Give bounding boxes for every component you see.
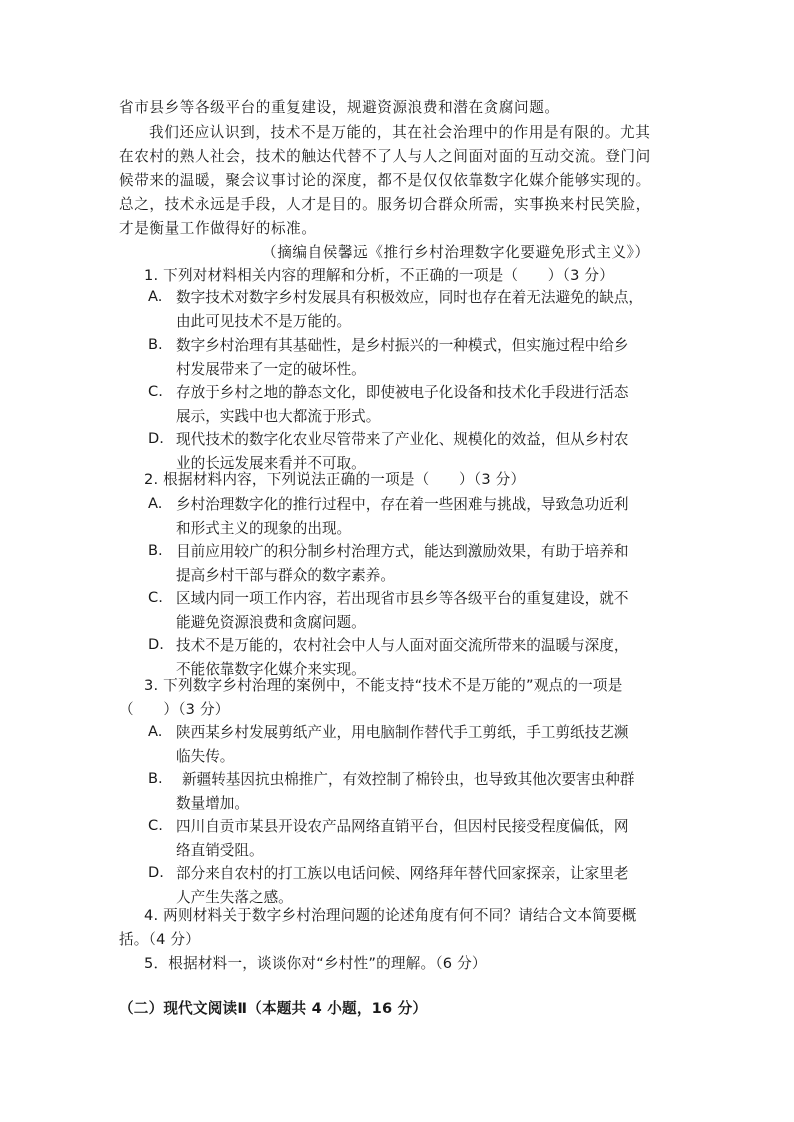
question-stem: （ ）（3 分） [119,701,230,718]
option-text: 存放于乡村之地的静态文化，即使被电子化设备和技术化手段进行活态 展示，实践中也大都流于形式。 [176,384,629,425]
question-stem: 1. 下列对材料相关内容的理解和分析，不正确的一项是（ ）（3 分） [144,267,615,284]
passage-line: 省市县乡等各级平台的重复建设，规避资源浪费和潜在贪腐问题。 [119,99,560,116]
passage-line: 我们还应认识到，技术不是万能的，其在社会治理中的作用是有限的。尤其 [149,124,651,141]
option-letter: C. [148,383,163,400]
option-text: 区域内同一项工作内容，若出现省市县乡等各级平台的重复建设，就不 能避免资源浪费和贪腐问题。 [176,590,629,631]
passage-line: 才是衡量工作做得好的标准。 [119,220,317,237]
option-text: 乡村治理数字化的推行过程中，存在着一些困难与挑战，导致急功近利 和形式主义的现象的出现。 [176,496,629,537]
option-text: 数字技术对数字乡村发展具有积极效应，同时也存在着无法避免的缺点， 由此可见技术不是万能的。 [176,289,644,330]
option-text: 目前应用较广的积分制乡村治理方式，能达到激励效果，有助于培养和 提高乡村干部与群众的数字素养。 [176,543,629,584]
passage-line: 候带来的温暖，聚会议事讨论的深度，都不是仅仅依靠数字化媒介能够实现的。 [119,172,651,189]
option-letter: C. [148,589,163,606]
question-stem: 括。（4 分） [119,931,200,948]
passage-line: 在农村的熟人社会，技术的触达代替不了人与人之间面对面的互动交流。登门问 [119,148,651,165]
option-letter: A. [148,288,163,305]
question-stem: 2. 根据材料内容，下列说法正确的一项是（ ）（3 分） [144,471,526,488]
option-text: 数字乡村治理有其基础性，是乡村振兴的一种模式，但实施过程中给乡 村发展带来了一定的破坏性。 [176,337,629,378]
option-letter: D. [148,430,164,447]
option-text: 陕西某乡村发展剪纸产业，用电脑制作替代手工剪纸，手工剪纸技艺濒 临失传。 [176,724,629,765]
question-stem: 5．根据材料一，谈谈你对“乡村性”的理解。（6 分） [144,955,487,972]
option-letter: B. [148,770,163,787]
option-text: 四川自贡市某县开设农产品网络直销平台，但因村民接受程度偏低，网 络直销受阻。 [176,818,629,859]
passage-source: （摘编自侯馨远《推行乡村治理数字化要避免形式主义》） [262,244,650,261]
question-stem: 3. 下列数字乡村治理的案例中，不能支持“技术不是万能的”观点的一项是 [144,677,623,694]
option-letter: C. [148,817,163,834]
option-text: 技术不是万能的，农村社会中人与人面对面交流所带来的温暖与深度， 不能依靠数字化媒介来实现。 [176,637,629,678]
option-letter: D. [148,864,164,881]
option-letter: B. [148,542,163,559]
passage-line: 总之，技术永远是手段，人才是目的。服务切合群众所需，实事换来村民笑脸， [119,196,651,213]
option-text: 部分来自农村的打工族以电话问候、网络拜年替代回家探亲，让家里老 人产生失落之感。 [176,865,629,906]
section-heading: （二）现代文阅读Ⅱ（本题共 4 小题，16 分） [119,1000,428,1017]
option-text: 新疆转基因抗虫棉推广，有效控制了棉铃虫，也导致其他次要害虫种群 数量增加。 [176,771,635,812]
question-stem: 4. 两则材料关于数字乡村治理问题的论述角度有何不同？请结合文本简要概 [144,907,637,924]
option-text: 现代技术的数字化农业尽管带来了产业化、规模化的效益，但从乡村农 业的长远发展来看并不可取。 [176,431,629,472]
option-letter: B. [148,336,163,353]
option-letter: A. [148,723,163,740]
option-letter: A. [148,495,163,512]
option-letter: D. [148,636,164,653]
